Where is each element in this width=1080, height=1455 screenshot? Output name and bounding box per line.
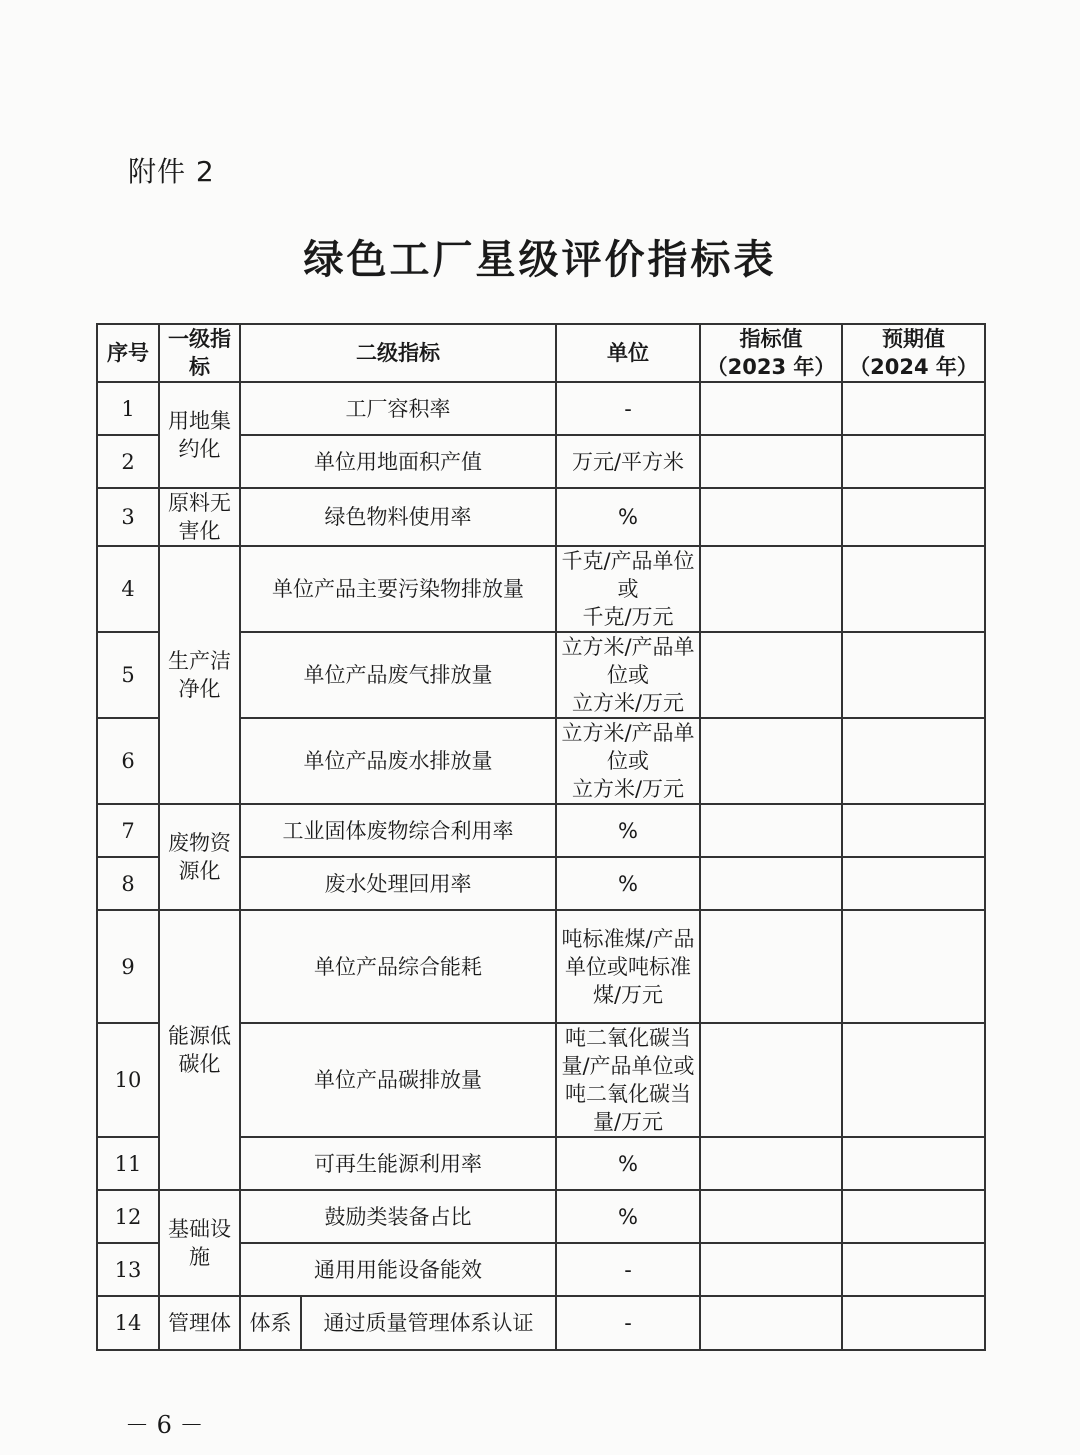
header-level2: 二级指标 bbox=[240, 324, 556, 382]
level1-cell: 管理体 bbox=[159, 1296, 240, 1350]
table-row bbox=[97, 1190, 985, 1243]
expected-value-cell[interactable] bbox=[842, 632, 985, 718]
seq-cell: 1 bbox=[97, 382, 159, 435]
target-value-cell[interactable] bbox=[700, 435, 842, 488]
level1-cell: 用地集约化 bbox=[159, 382, 240, 488]
target-value-cell[interactable] bbox=[700, 488, 842, 546]
unit-cell: 吨标准煤/产品单位或吨标准煤/万元 bbox=[556, 910, 700, 1023]
unit-cell: - bbox=[556, 1296, 700, 1350]
expected-value-cell[interactable] bbox=[842, 1190, 985, 1243]
level2-cell: 单位产品综合能耗 bbox=[240, 910, 556, 1023]
level2-cell: 单位产品废气排放量 bbox=[240, 632, 556, 718]
unit-cell: 立方米/产品单位或 立方米/万元 bbox=[556, 718, 700, 804]
expected-value-cell[interactable] bbox=[842, 857, 985, 910]
level2-cell: 工业固体废物综合利用率 bbox=[240, 804, 556, 857]
target-value-cell[interactable] bbox=[700, 804, 842, 857]
level2-cell: 通过质量管理体系认证 bbox=[301, 1296, 556, 1350]
target-value-cell[interactable] bbox=[700, 382, 842, 435]
level1-cell: 基础设施 bbox=[159, 1190, 240, 1296]
level1-cell: 废物资源化 bbox=[159, 804, 240, 910]
seq-cell: 3 bbox=[97, 488, 159, 546]
expected-value-cell[interactable] bbox=[842, 546, 985, 632]
seq-cell: 13 bbox=[97, 1243, 159, 1296]
unit-cell: % bbox=[556, 1190, 700, 1243]
target-value-cell[interactable] bbox=[700, 910, 842, 1023]
table-row bbox=[97, 1296, 985, 1350]
level2-cell: 单位产品废水排放量 bbox=[240, 718, 556, 804]
level2-cell: 单位产品碳排放量 bbox=[240, 1023, 556, 1137]
seq-cell: 9 bbox=[97, 910, 159, 1023]
table-row bbox=[97, 804, 985, 857]
expected-value-cell[interactable] bbox=[842, 910, 985, 1023]
seq-cell: 12 bbox=[97, 1190, 159, 1243]
header-level1: 一级指标 bbox=[159, 324, 240, 382]
level2-cell: 可再生能源利用率 bbox=[240, 1137, 556, 1190]
unit-cell: 吨二氧化碳当量/产品单位或吨二氧化碳当量/万元 bbox=[556, 1023, 700, 1137]
expected-value-cell[interactable] bbox=[842, 382, 985, 435]
seq-cell: 14 bbox=[97, 1296, 159, 1350]
document-title: 绿色工厂星级评价指标表 bbox=[303, 236, 777, 283]
indicator-table bbox=[96, 323, 986, 1351]
unit-cell: % bbox=[556, 1137, 700, 1190]
target-value-cell[interactable] bbox=[700, 632, 842, 718]
unit-cell: - bbox=[556, 382, 700, 435]
expected-value-cell[interactable] bbox=[842, 488, 985, 546]
seq-cell: 6 bbox=[97, 718, 159, 804]
unit-cell: 万元/平方米 bbox=[556, 435, 700, 488]
header-seq: 序号 bbox=[97, 324, 159, 382]
level2-cell: 废水处理回用率 bbox=[240, 857, 556, 910]
seq-cell: 7 bbox=[97, 804, 159, 857]
seq-cell: 5 bbox=[97, 632, 159, 718]
seq-cell: 4 bbox=[97, 546, 159, 632]
attachment-label: 附件 2 bbox=[128, 155, 215, 188]
level1-cell: 生产洁净化 bbox=[159, 546, 240, 804]
level1-cell: 原料无害化 bbox=[159, 488, 240, 546]
unit-cell: - bbox=[556, 1243, 700, 1296]
table-row bbox=[97, 910, 985, 1023]
expected-value-cell[interactable] bbox=[842, 1137, 985, 1190]
level2-cell: 工厂容积率 bbox=[240, 382, 556, 435]
level2-cell: 单位产品主要污染物排放量 bbox=[240, 546, 556, 632]
table-header-row bbox=[97, 324, 985, 382]
header-target-value: 指标值 （2023 年） bbox=[700, 324, 842, 382]
expected-value-cell[interactable] bbox=[842, 718, 985, 804]
table-row bbox=[97, 546, 985, 632]
expected-value-cell[interactable] bbox=[842, 804, 985, 857]
table-row bbox=[97, 382, 985, 435]
header-expected-value: 预期值 （2024 年） bbox=[842, 324, 985, 382]
unit-cell: 千克/产品单位或 千克/万元 bbox=[556, 546, 700, 632]
target-value-cell[interactable] bbox=[700, 1190, 842, 1243]
unit-cell: % bbox=[556, 804, 700, 857]
level2-prefix-cell: 体系 bbox=[240, 1296, 301, 1350]
seq-cell: 11 bbox=[97, 1137, 159, 1190]
seq-cell: 2 bbox=[97, 435, 159, 488]
level2-cell: 单位用地面积产值 bbox=[240, 435, 556, 488]
unit-cell: % bbox=[556, 857, 700, 910]
target-value-cell[interactable] bbox=[700, 718, 842, 804]
header-unit: 单位 bbox=[556, 324, 700, 382]
target-value-cell[interactable] bbox=[700, 1243, 842, 1296]
page-number: － 6 － bbox=[125, 1411, 204, 1439]
level2-cell: 绿色物料使用率 bbox=[240, 488, 556, 546]
target-value-cell[interactable] bbox=[700, 1296, 842, 1350]
level2-cell: 鼓励类装备占比 bbox=[240, 1190, 556, 1243]
level2-cell: 通用用能设备能效 bbox=[240, 1243, 556, 1296]
target-value-cell[interactable] bbox=[700, 1137, 842, 1190]
target-value-cell[interactable] bbox=[700, 857, 842, 910]
table-row bbox=[97, 488, 985, 546]
expected-value-cell[interactable] bbox=[842, 435, 985, 488]
target-value-cell[interactable] bbox=[700, 1023, 842, 1137]
expected-value-cell[interactable] bbox=[842, 1243, 985, 1296]
seq-cell: 10 bbox=[97, 1023, 159, 1137]
seq-cell: 8 bbox=[97, 857, 159, 910]
level1-cell: 能源低碳化 bbox=[159, 910, 240, 1190]
expected-value-cell[interactable] bbox=[842, 1023, 985, 1137]
unit-cell: 立方米/产品单位或 立方米/万元 bbox=[556, 632, 700, 718]
target-value-cell[interactable] bbox=[700, 546, 842, 632]
unit-cell: % bbox=[556, 488, 700, 546]
expected-value-cell[interactable] bbox=[842, 1296, 985, 1350]
